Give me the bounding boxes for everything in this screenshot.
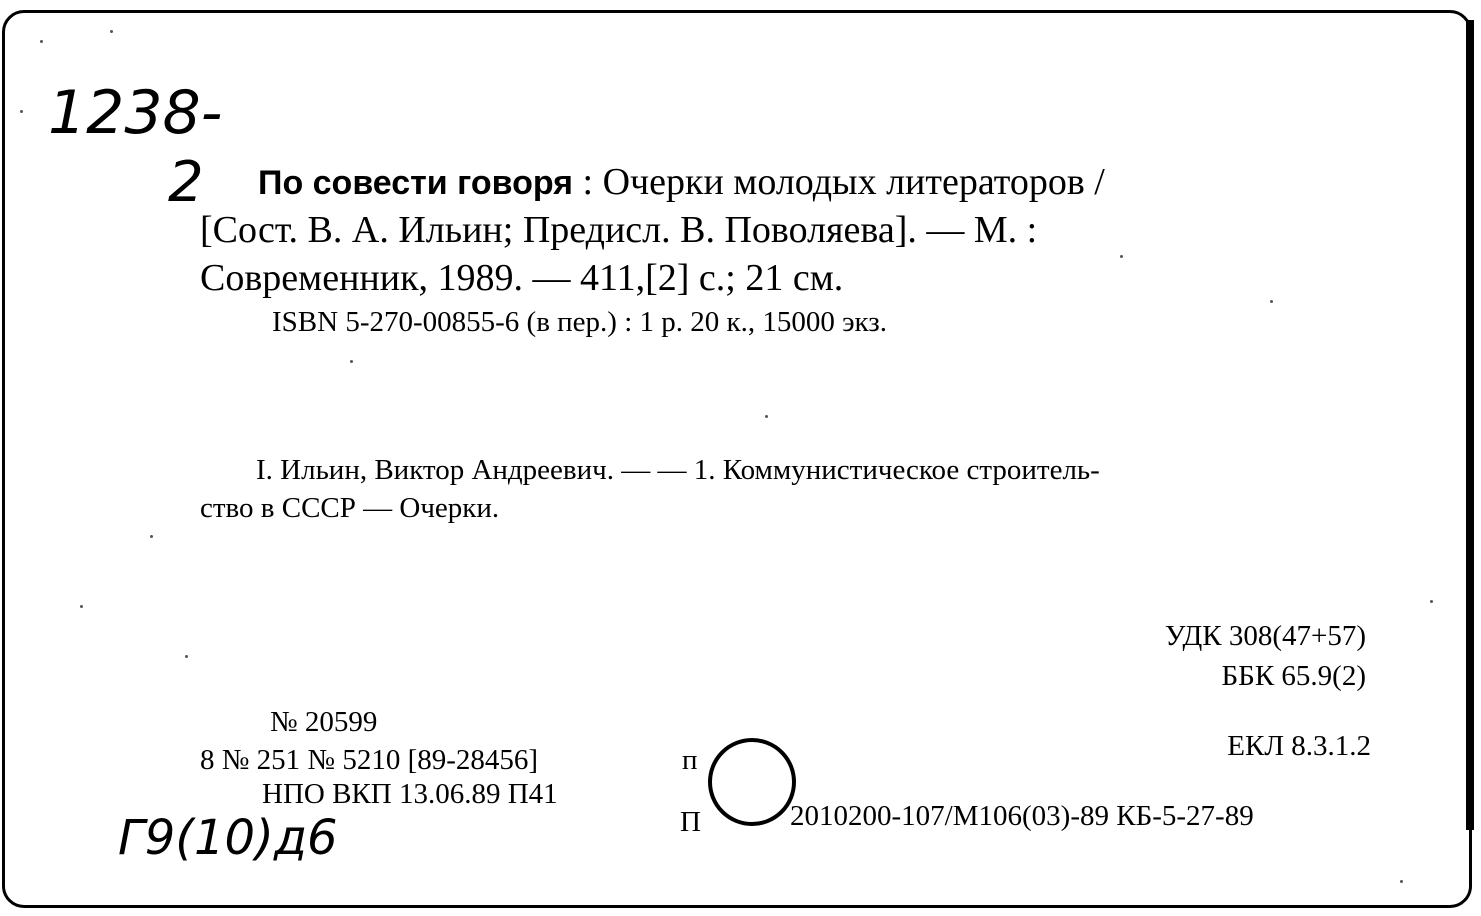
scan-speck — [110, 30, 113, 33]
index-prefix: П — [680, 806, 701, 838]
punched-hole-circle — [708, 738, 796, 826]
index-code: 2010200-107/М106(03)-89 КБ-5-27-89 — [790, 800, 1254, 832]
order-line: 8 № 251 № 5210 [89-28456] — [200, 744, 539, 776]
scan-speck — [1270, 300, 1273, 303]
scan-speck — [185, 655, 188, 658]
handwritten-inventory-mark: Г9(10)д6 — [118, 810, 338, 866]
handwritten-call-number: 1238- — [48, 78, 223, 148]
ekl-code: ЕКЛ 8.3.1.2 — [1227, 730, 1371, 762]
scan-speck — [1430, 600, 1433, 603]
udk-code: УДК 308(47+57) — [1164, 620, 1366, 652]
print-number: № 20599 — [270, 706, 378, 738]
scan-speck — [40, 40, 43, 43]
scan-speck — [765, 415, 768, 418]
tracings-line-1: I. Ильин, Виктор Андреевич. — — 1. Коммунистическое строитель- — [256, 454, 1100, 486]
entry-line-1 — [258, 160, 1105, 204]
scan-speck — [1120, 255, 1123, 258]
entry-line-1-rest: : Очерки молодых литераторов / — [573, 161, 1105, 203]
bbk-code: ББК 65.9(2) — [1221, 660, 1366, 692]
scan-speck — [20, 110, 23, 113]
entry-title: По совести говоря — [258, 164, 574, 202]
tracings-line-2: ство в СССР — Очерки. — [200, 492, 500, 524]
scan-speck — [150, 535, 153, 538]
handwritten-call-number-suffix: 2 — [168, 150, 204, 215]
publisher-line: НПО ВКП 13.06.89 П41 — [262, 778, 558, 810]
scan-speck — [1400, 880, 1403, 883]
scan-speck — [350, 360, 353, 363]
order-suffix: п — [682, 744, 698, 776]
entry-line-2: [Сост. В. А. Ильин; Предисл. В. Поволяева]. — М. : — [200, 209, 1038, 251]
scan-speck — [80, 605, 83, 608]
card-edge-shadow — [1466, 20, 1474, 830]
entry-line-3: Современник, 1989. — 411,[2] с.; 21 см. — [200, 257, 844, 299]
isbn-line: ISBN 5-270-00855-6 (в пер.) : 1 р. 20 к., 15000 экз. — [272, 306, 887, 338]
